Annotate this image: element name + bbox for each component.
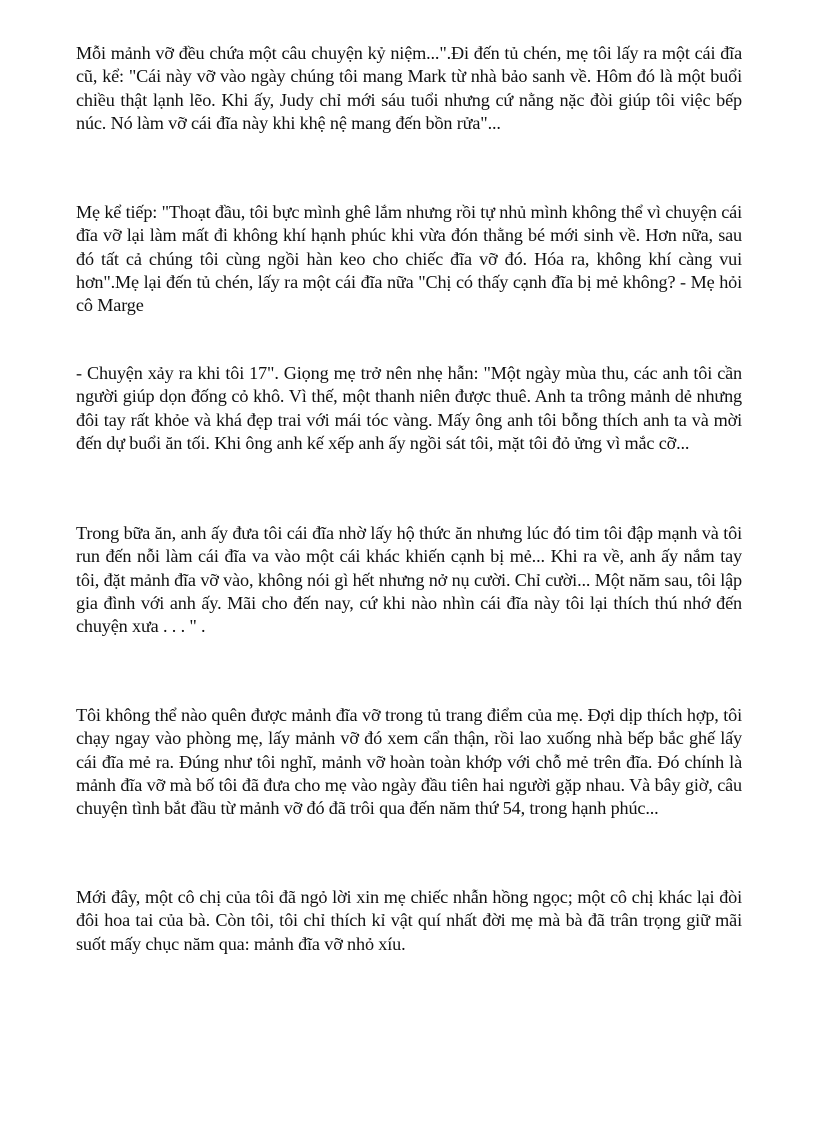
paragraph-3: - Chuyện xảy ra khi tôi 17". Giọng mẹ trở nên nhẹ hẫn: "Một ngày mùa thu, các anh tôi cần người giúp dọn đống cỏ khô. Vì thế, một thanh niên được thuê. Anh ta trông mảnh dẻ nhưng đôi tay rất khỏe và khá đẹp trai với mái tóc vàng. Mấy ông anh tôi bỗng thích anh ta và mời đến dự buổi ăn tối. Khi ông anh kế xếp anh ấy ngồi sát tôi, mặt tôi đỏ ửng vì mắc cỡ... [76,363,742,453]
paragraph-2: Mẹ kể tiếp: "Thoạt đầu, tôi bực mình ghê lắm nhưng rồi tự nhủ mình không thể vì chuyện cái đĩa vỡ lại làm mất đi không khí hạnh phúc khi vừa đón thằng bé mới sinh về. Hơn nữa, sau đó tất cả chúng tôi cùng ngồi hàn keo cho chiếc đĩa vỡ đó. Hóa ra, không khí càng vui hơn".Mẹ lại đến tủ chén, lấy ra một cái đĩa nữa "Chị có thấy cạnh đĩa bị mẻ không? - Mẹ hỏi cô Marge [76,202,742,316]
paragraph-4: Trong bữa ăn, anh ấy đưa tôi cái đĩa nhờ lấy hộ thức ăn nhưng lúc đó tim tôi đập mạnh và tôi run đến nỗi làm cái đĩa va vào một cái khác khiến cạnh bị mẻ... Khi ra về, anh ấy nắm tay tôi, đặt mảnh đĩa vỡ vào, không nói gì hết nhưng nở nụ cười. Chỉ cười... Một năm sau, tôi lập gia đình với anh ấy. Mãi cho đến nay, cứ khi nào nhìn cái đĩa này tôi lại thích thú nhớ đến chuyện xưa . . . " . [76,523,742,637]
paragraph-6: Mới đây, một cô chị của tôi đã ngỏ lời xin mẹ chiếc nhẫn hồng ngọc; một cô chị khác lại đòi đôi hoa tai của bà. Còn tôi, tôi chỉ thích kỉ vật quí nhất đời mẹ mà bà đã trân trọng giữ mãi suốt mấy chục năm qua: mảnh đĩa vỡ nhỏ xíu. [76,887,742,954]
paragraph-5: Tôi không thể nào quên được mảnh đĩa vỡ trong tủ trang điểm của mẹ. Đợi dịp thích hợp, tôi chạy ngay vào phòng mẹ, lấy mảnh vỡ đó xem cẩn thận, rồi lao xuống nhà bếp bắc ghế lấy cái đĩa mẻ ra. Đúng như tôi nghĩ, mảnh vỡ hoàn toàn khớp với chỗ mẻ trên đĩa. Đó chính là mảnh đĩa vỡ mà bố tôi đã đưa cho mẹ vào ngày đầu tiên hai người gặp nhau. Và bây giờ, câu chuyện tình bắt đầu từ mảnh vỡ đó đã trôi qua đến năm thứ 54, trong hạnh phúc... [76,705,742,819]
paragraph-1: Mỗi mảnh vỡ đều chứa một câu chuyện kỷ niệm...".Đi đến tủ chén, mẹ tôi lấy ra một cái đĩa cũ, kể: "Cái này vỡ vào ngày chúng tôi mang Mark từ nhà bảo sanh về. Hôm đó là một buổi chiều thật lạnh lẽo. Khi ấy, Judy chỉ mới sáu tuổi nhưng cứ nằng nặc đòi giúp tôi việc bếp núc. Nó làm vỡ cái đĩa này khi khệ nệ mang đến bồn rửa"... [76,43,742,133]
